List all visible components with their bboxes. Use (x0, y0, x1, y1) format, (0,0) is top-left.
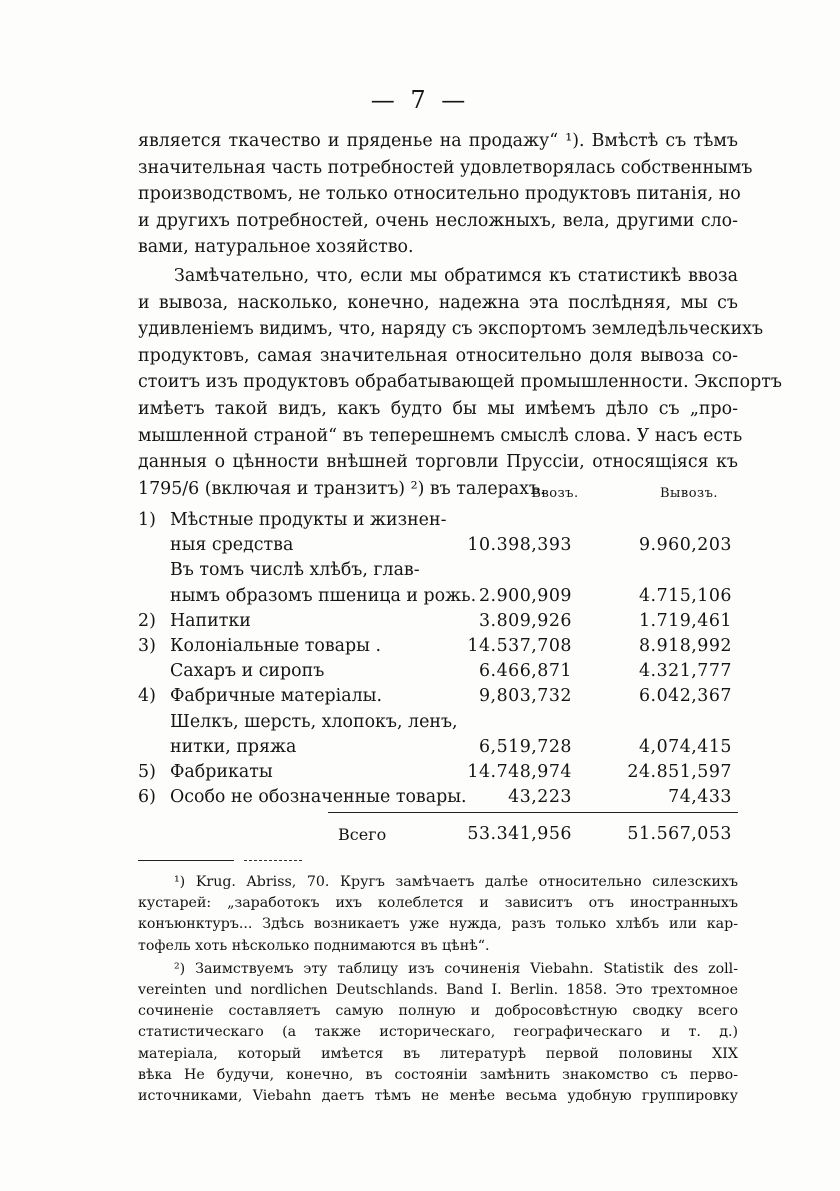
table-row (138, 634, 738, 659)
footnote-rule-dashed (244, 860, 302, 861)
row-label: ныя средства (170, 535, 294, 556)
column-header-export: Вывозъ. (659, 486, 719, 501)
text-line: значительная часть потребностей удовлетворялась собственнымъ (138, 157, 753, 178)
row-label: Фабричные матеріалы. (170, 686, 383, 707)
table-row (138, 558, 738, 583)
table-row (138, 684, 738, 709)
import-value: 6,519,728 (478, 736, 572, 757)
footnote-line: вѣка Не будучи, конечно, въ состояніи замѣнить знакомство съ перво- (138, 1066, 738, 1083)
footnote-1 (138, 872, 738, 957)
text-line: и вывоза, насколько, конечно, надежна эта послѣдняя, мы съ (138, 292, 738, 313)
export-value: 4.321,777 (638, 661, 732, 682)
text-line: и другихъ потребностей, очень несложныхъ, вела, другими сло- (138, 210, 738, 231)
row-number: 2) (138, 610, 156, 631)
row-label: Напитки (170, 610, 251, 631)
text-line: 1795/6 (включая и транзитъ) ²) въ талерахъ. (138, 478, 546, 499)
text-line: данныя о цѣнности внѣшней торговли Пруссіи, относящіяся къ (138, 452, 738, 473)
footnote-line: источниками, Viebahn даетъ тѣмъ не менѣе весьма удобную группировку (138, 1088, 738, 1105)
export-value: 1.719,461 (638, 610, 732, 631)
paragraph-1 (138, 128, 753, 261)
table-row (138, 735, 738, 760)
export-value: 24.851,597 (627, 761, 732, 782)
import-value: 10.398,393 (467, 535, 572, 556)
total-import-value: 53.341,956 (467, 824, 572, 845)
import-value: 14.748,974 (467, 761, 572, 782)
footnote-line: матеріала, который имѣется въ литературѣ первой половины XIX (138, 1045, 738, 1062)
row-number: 3) (138, 635, 156, 656)
import-value: 43,223 (508, 787, 572, 808)
row-label: нитки, пряжа (170, 736, 297, 757)
footnote-line: конъюнктуръ... Здѣсь возникаетъ уже нужда, разъ только хлѣбъ или кар- (138, 916, 738, 933)
row-label: нымъ образомъ пшеница и рожь. (170, 585, 477, 606)
footnote-line: статистическаго (а также историческаго, географическаго и т. д.) (138, 1024, 738, 1041)
text-line: Замѣчательно, что, если мы обратимся къ статистикѣ ввоза (174, 265, 738, 286)
row-label: Особо не обозначенные товары. (170, 787, 467, 808)
total-label: Всего (338, 825, 387, 845)
row-label: Сахаръ и сиропъ (170, 661, 325, 682)
text-line: стоитъ изъ продуктовъ обрабатывающей промышленности. Экспортъ (138, 372, 782, 393)
footnote-line: тофель хоть нѣсколько поднимаются въ цѣнѣ“. (138, 937, 490, 954)
table-row (138, 609, 738, 634)
table-row (138, 508, 738, 533)
text-line: производствомъ, не только относительно продуктовъ питанія, но (138, 184, 741, 205)
footnotes (138, 872, 738, 1109)
table-row (138, 710, 738, 735)
text-line: продуктовъ, самая значительная относительно доля вывоза со- (138, 345, 738, 366)
footnote-line: сочиненіе составляетъ самую полную и добросовѣстную сводку всего (138, 1003, 738, 1020)
export-value: 4.715,106 (638, 585, 732, 606)
text-line: имѣетъ такой видъ, какъ будто бы мы имѣемъ дѣло съ „про- (138, 398, 738, 419)
export-value: 6.042,367 (638, 686, 732, 707)
paragraph-2 (138, 263, 782, 502)
import-value: 14.537,708 (467, 635, 572, 656)
main-text (138, 128, 782, 502)
export-value: 8.918,992 (638, 635, 732, 656)
row-number: 1) (138, 510, 156, 530)
import-value: 3.809,926 (478, 610, 572, 631)
row-label: Колоніальные товары . (170, 635, 382, 656)
sum-rule (328, 812, 738, 813)
text-line: мышленной страной“ въ теперешнемъ смыслѣ слова. У насъ есть (138, 425, 743, 446)
footnote-rule (138, 860, 234, 861)
row-number: 5) (138, 761, 156, 782)
text-line: удивленіемъ видимъ, что, наряду съ экспортомъ земледѣльческихъ (138, 319, 764, 340)
row-label: Въ томъ числѣ хлѣбъ, глав- (170, 560, 420, 581)
footnote-line: ¹) Krug. Abriss, 70. Кругъ замѣчаетъ далѣе относительно силезскихъ (174, 874, 738, 890)
footnote-line: vereinten und nordlichen Deutschlands. Band I. Berlin. 1858. Это трехтомное (138, 982, 738, 999)
table-row (138, 584, 738, 609)
row-number: 6) (138, 787, 156, 808)
page-number: — 7 — (370, 86, 470, 114)
import-value: 6.466,871 (478, 661, 572, 682)
text-line: является ткачество и пряденье на продажу“ ¹). Вмѣстѣ съ тѣмъ (138, 131, 738, 151)
trade-table (138, 482, 738, 847)
import-value: 9,803,732 (478, 686, 572, 707)
text-line: вами, натуральное хозяйство. (138, 237, 414, 258)
export-value: 74,433 (668, 787, 732, 808)
row-label: Мѣстные продукты и жизнен- (170, 510, 447, 530)
table-row (138, 785, 738, 810)
export-value: 4,074,415 (638, 736, 732, 757)
row-label: Шелкъ, шерсть, хлопокъ, ленъ, (170, 711, 458, 732)
total-export-value: 51.567,053 (627, 824, 732, 845)
footnote-line: ²) Заимствуемъ эту таблицу изъ сочиненія Viebahn. Statistik des zoll- (174, 960, 738, 977)
footnote-line: кустарей: „заработокъ ихъ колеблется и зависитъ отъ иностранныхъ (138, 895, 738, 912)
column-header-import: Ввозъ. (531, 486, 579, 501)
footnote-2 (138, 959, 738, 1107)
table-row (138, 533, 738, 558)
export-value: 9.960,203 (638, 535, 732, 556)
table-header (138, 482, 738, 508)
table-total-row (138, 822, 738, 847)
table-row (138, 659, 738, 684)
row-label: Фабрикаты (170, 761, 273, 782)
import-value: 2.900,909 (478, 585, 572, 606)
row-number: 4) (138, 686, 156, 707)
table-row (138, 760, 738, 785)
